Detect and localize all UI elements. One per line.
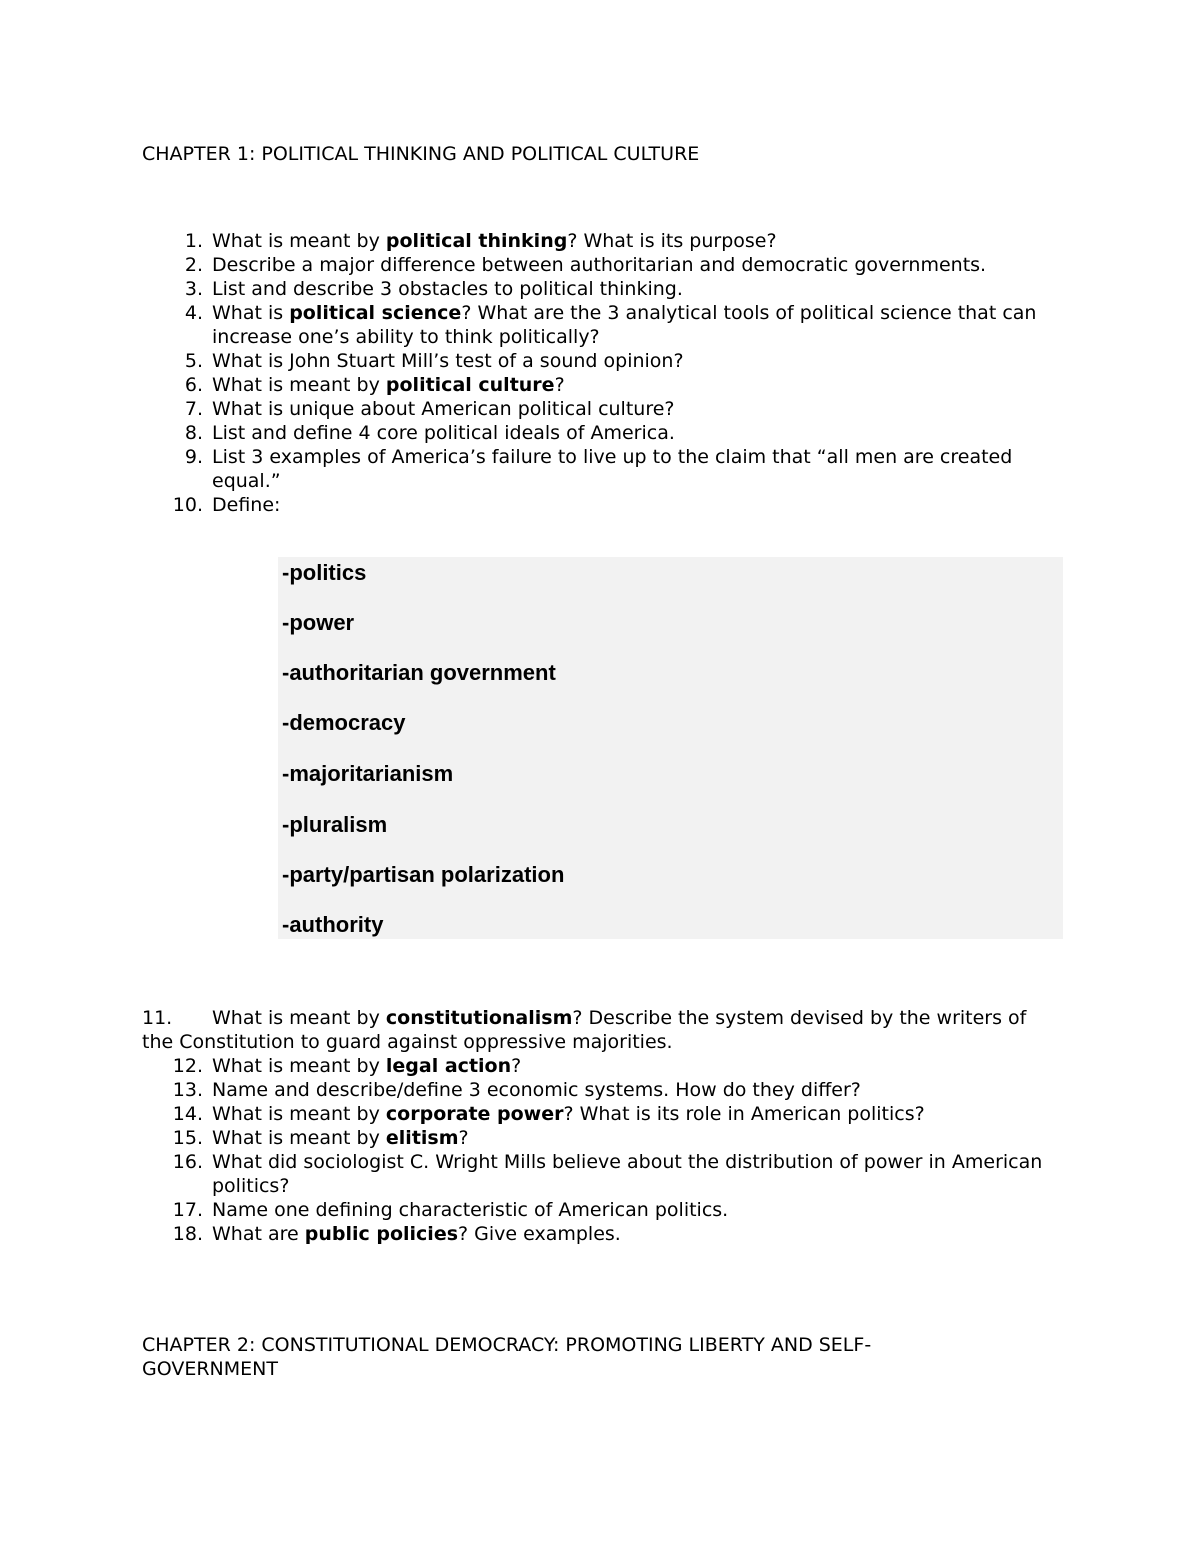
- question-12: 12. What is meant by legal action?: [142, 1054, 1062, 1078]
- question-number: 1.: [184, 230, 203, 252]
- question-14: 14. What is meant by corporate power? What is its role in American politics?: [142, 1102, 1062, 1126]
- question-13: 13. Name and describe/define 3 economic systems. How do they differ?: [142, 1078, 1062, 1102]
- question-number: 16.: [172, 1151, 203, 1173]
- question-number: 2.: [184, 254, 203, 276]
- question-number: 5.: [184, 350, 203, 372]
- question-number: 9.: [184, 446, 203, 468]
- question-4: 4. What is political science? What are the 3 analytical tools of political science that can increase one’s ability to think politically?: [142, 301, 1062, 349]
- question-number: 12.: [172, 1055, 203, 1077]
- chapter-2-heading: CHAPTER 2: CONSTITUTIONAL DEMOCRACY: PROMOTING LIBERTY AND SELF-GOVERNMENT: [142, 1334, 872, 1380]
- term-politics: -politics: [282, 560, 367, 585]
- chapter-1-heading: CHAPTER 1: POLITICAL THINKING AND POLITICAL CULTURE: [142, 143, 700, 165]
- question-number: 14.: [172, 1103, 203, 1125]
- question-8: 8. List and define 4 core political ideals of America.: [142, 421, 1062, 445]
- question-number: 18.: [172, 1223, 203, 1245]
- question-number: 4.: [184, 302, 203, 324]
- question-18: 18. What are public policies? Give examples.: [142, 1222, 1062, 1246]
- question-number: 15.: [172, 1127, 203, 1149]
- question-number: 7.: [184, 398, 203, 420]
- term-pluralism: -pluralism: [282, 812, 388, 837]
- key-term: constitutionalism: [385, 1007, 573, 1029]
- term-party-partisan-polarization: -party/partisan polarization: [282, 862, 565, 887]
- question-1: 1. What is meant by political thinking? What is its purpose?: [142, 229, 1062, 253]
- key-term: political science: [289, 302, 462, 324]
- question-number: 17.: [172, 1199, 203, 1221]
- question-number: 3.: [184, 278, 203, 300]
- question-5: 5. What is John Stuart Mill’s test of a sound opinion?: [142, 349, 1062, 373]
- question-9: 9. List 3 examples of America’s failure to live up to the claim that “all men are created equal.”: [142, 445, 1062, 493]
- question-6: 6. What is meant by political culture?: [142, 373, 1062, 397]
- question-number: 13.: [172, 1079, 203, 1101]
- question-number: 8.: [184, 422, 203, 444]
- question-list-12-18: [142, 1054, 1062, 1246]
- question-16: 16. What did sociologist C. Wright Mills believe about the distribution of power in American politics?: [142, 1150, 1062, 1198]
- term-democracy: -democracy: [282, 710, 406, 735]
- question-10: 10. Define:: [142, 493, 1062, 517]
- term-authoritarian-government: -authoritarian government: [282, 660, 556, 685]
- term-majoritarianism: -majoritarianism: [282, 761, 454, 786]
- term-power: -power: [282, 610, 355, 635]
- question-number: 10.: [172, 494, 203, 516]
- question-2: 2. Describe a major difference between authoritarian and democratic governments.: [142, 253, 1062, 277]
- question-7: 7. What is unique about American political culture?: [142, 397, 1062, 421]
- question-number: 6.: [184, 374, 203, 396]
- question-number: 11.: [142, 1007, 173, 1029]
- definitions-terms-box: [278, 557, 1063, 939]
- key-term: corporate power: [385, 1103, 564, 1125]
- key-term: legal action: [385, 1055, 512, 1077]
- term-authority: -authority: [282, 912, 384, 937]
- key-term: political culture: [385, 374, 555, 396]
- question-15: 15. What is meant by elitism?: [142, 1126, 1062, 1150]
- question-11: 11. What is meant by constitutionalism? Describe the system devised by the writers of the Constitution to guard against oppressive majorities.: [142, 1007, 1027, 1053]
- key-term: elitism: [385, 1127, 459, 1149]
- question-list-1-10: [142, 229, 1062, 517]
- key-term: public policies: [304, 1223, 459, 1245]
- question-17: 17. Name one defining characteristic of American politics.: [142, 1198, 1062, 1222]
- question-3: 3. List and describe 3 obstacles to political thinking.: [142, 277, 1062, 301]
- key-term: political thinking: [385, 230, 568, 252]
